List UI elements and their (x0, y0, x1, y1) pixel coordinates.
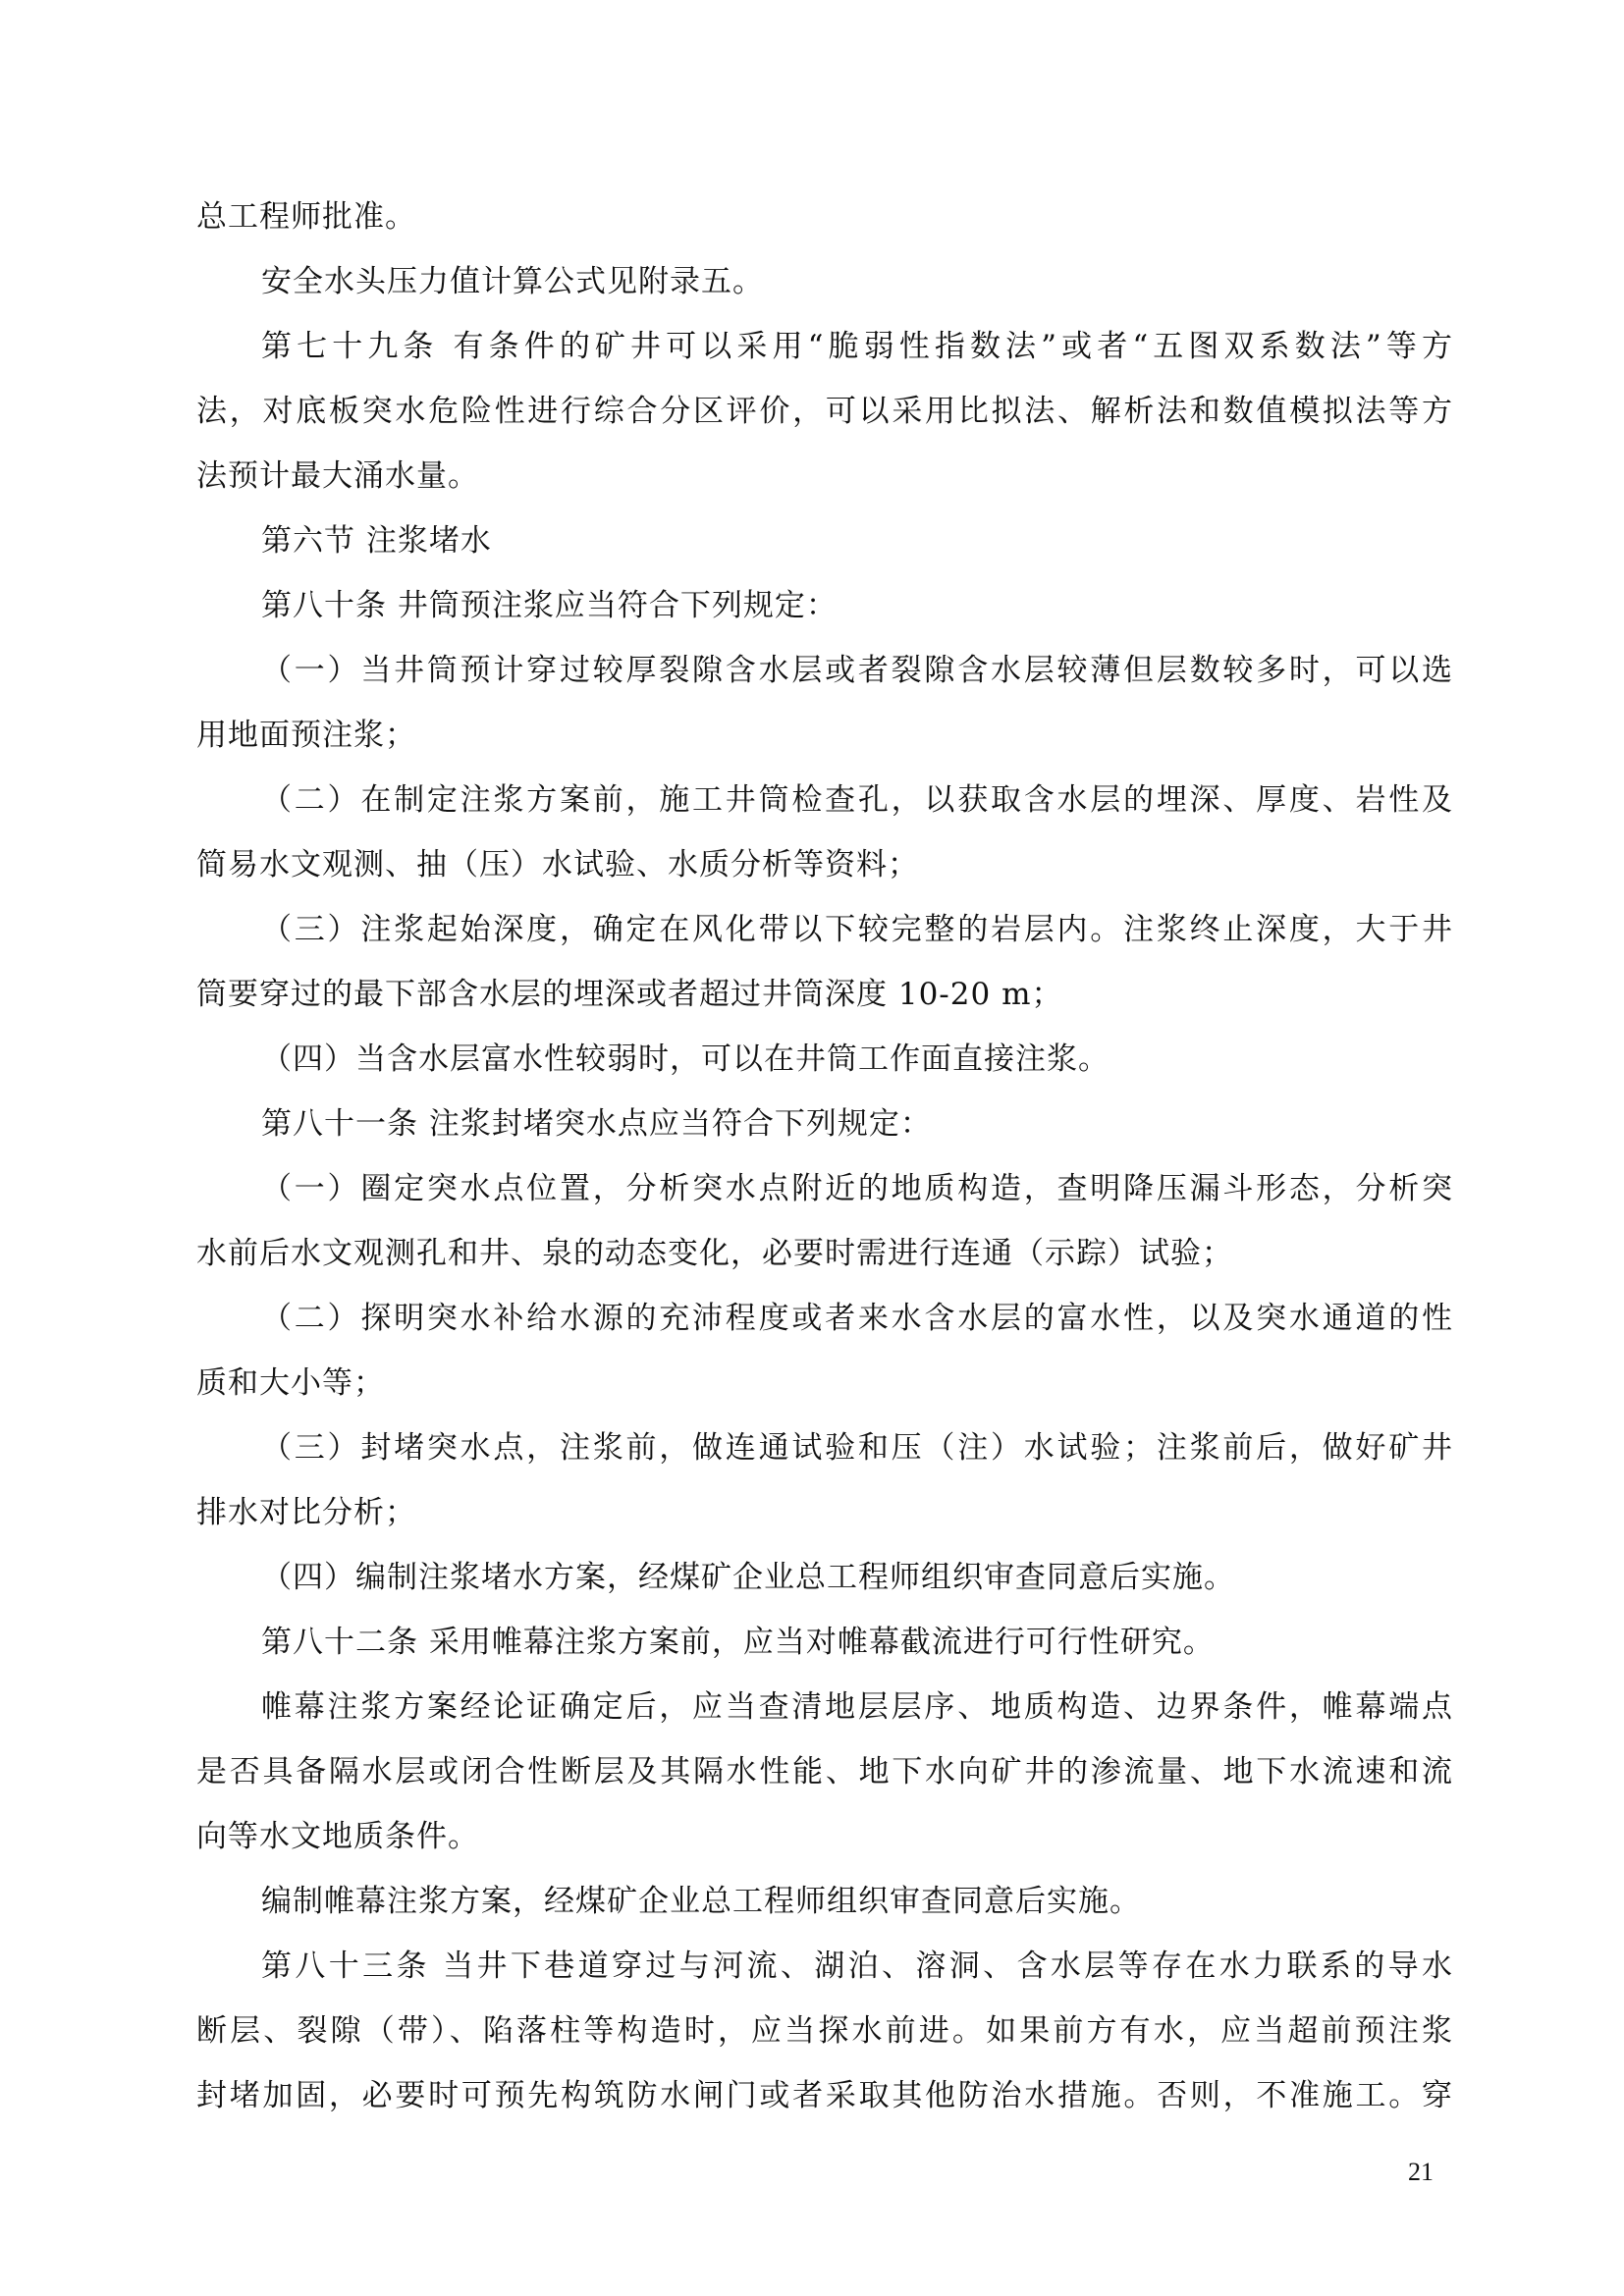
text-line: （二）探明突水补给水源的充沛程度或者来水含水层的富水性，以及突水通道的性 (261, 1301, 1453, 1336)
text-line: 断层、裂隙（带）、陷落柱等构造时，应当探水前进。如果前方有水，应当超前预注浆 (196, 2013, 1453, 2049)
text-line: （三）注浆起始深度，确定在风化带以下较完整的岩层内。注浆终止深度，大于井 (261, 912, 1453, 947)
text-line: 安全水头压力值计算公式见附录五。 (261, 264, 764, 299)
text-line: 第八十二条 采用帷幕注浆方案前，应当对帷幕截流进行可行性研究。 (261, 1625, 1215, 1660)
text-line: 封堵加固，必要时可预先构筑防水闸门或者采取其他防治水措施。否则，不准施工。穿 (196, 2078, 1453, 2113)
text-line: （四）当含水层富水性较弱时，可以在井筒工作面直接注浆。 (261, 1041, 1110, 1077)
text-line: 简易水文观测、抽（压）水试验、水质分析等资料； (196, 847, 919, 882)
text-line: 水前后水文观测孔和井、泉的动态变化，必要时需进行连通（示踪）试验； (196, 1236, 1233, 1271)
text-line: 用地面预注浆； (196, 718, 416, 753)
text-line: 向等水文地质条件。 (196, 1819, 479, 1854)
text-line: 第六节 注浆堵水 (261, 523, 492, 559)
text-line: 质和大小等； (196, 1365, 385, 1401)
page-number: 21 (1408, 2158, 1434, 2186)
text-line: 第七十九条 有条件的矿井可以采用“脆弱性指数法”或者“五图双系数法”等方 (261, 329, 1453, 364)
text-line: （四）编制注浆堵水方案，经煤矿企业总工程师组织审查同意后实施。 (261, 1560, 1235, 1595)
text-line: 编制帷幕注浆方案，经煤矿企业总工程师组织审查同意后实施。 (261, 1884, 1141, 1919)
text-line: （三）封堵突水点，注浆前，做连通试验和压（注）水试验；注浆前后，做好矿井 (261, 1430, 1453, 1466)
text-line: 总工程师批准。 (196, 199, 416, 235)
text-line: （二）在制定注浆方案前，施工井筒检查孔，以获取含水层的埋深、厚度、岩性及 (261, 782, 1453, 818)
text-line: 排水对比分析； (196, 1495, 416, 1530)
text-line: 法，对底板突水危险性进行综合分区评价，可以采用比拟法、解析法和数值模拟法等方 (196, 394, 1453, 429)
text-line: 第八十三条 当井下巷道穿过与河流、湖泊、溶洞、含水层等存在水力联系的导水 (261, 1949, 1453, 1984)
text-line: 第八十条 井筒预注浆应当符合下列规定： (261, 588, 838, 623)
body-text (196, 185, 1453, 2128)
text-line: 筒要穿过的最下部含水层的埋深或者超过井筒深度 10-20 m； (196, 977, 1063, 1012)
text-line: （一）当井筒预计穿过较厚裂隙含水层或者裂隙含水层较薄但层数较多时，可以选 (261, 653, 1453, 688)
text-line: 帷幕注浆方案经论证确定后，应当查清地层层序、地质构造、边界条件，帷幕端点 (261, 1689, 1453, 1725)
text-line: 第八十一条 注浆封堵突水点应当符合下列规定： (261, 1106, 932, 1142)
text-line: 是否具备隔水层或闭合性断层及其隔水性能、地下水向矿井的渗流量、地下水流速和流 (196, 1754, 1453, 1789)
text-line: （一）圈定突水点位置，分析突水点附近的地质构造，查明降压漏斗形态，分析突 (261, 1171, 1453, 1206)
text-line: 法预计最大涌水量。 (196, 458, 479, 494)
